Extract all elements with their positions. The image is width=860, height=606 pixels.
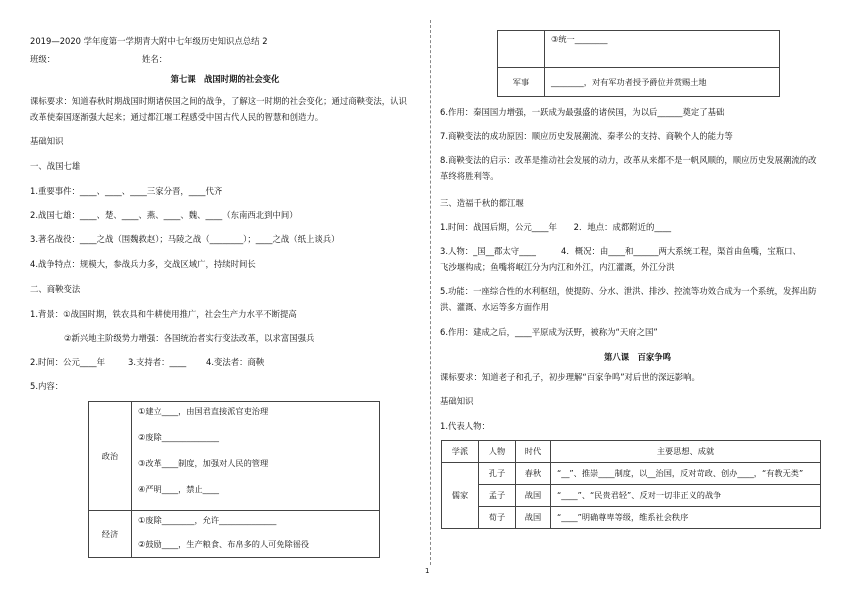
person-cell: 孟子 xyxy=(479,485,516,507)
lesson7-requirement-2: 改革使秦国逐渐强大起来；通过都江堰工程感受中国古代人民的智慧和创造力。 xyxy=(30,112,324,122)
section2-title: 二、商鞅变法 xyxy=(30,284,81,294)
representative-label: 1.代表人物： xyxy=(440,421,490,431)
section2-content-label: 5.内容： xyxy=(30,381,64,391)
economy-item: ②鼓励____，生产粮食、布帛多的人可免除徭役 xyxy=(138,539,310,549)
reform-content-table-continued xyxy=(497,30,780,97)
section3-overview-2: 飞沙堰构成；鱼嘴将岷江分为内江和外江，内江灌溉，外江分洪 xyxy=(440,262,675,272)
military-cell: ________，对有军功者授予爵位并赏赐土地 xyxy=(545,68,780,97)
era-cell: 战国 xyxy=(516,507,551,529)
person-cell: 孔子 xyxy=(479,463,516,485)
section2-reformer: 4.变法者：商鞅 xyxy=(206,357,265,367)
section2-supporter: 3.支持者：____ xyxy=(128,357,187,367)
school-confucian: 儒家 xyxy=(442,463,479,529)
section1-item2: 2.战国七雄：____、楚、____、燕、____、魏、____（东南西北到中间） xyxy=(30,210,298,220)
header-person: 人物 xyxy=(479,441,516,463)
lesson8-basic-heading: 基础知识 xyxy=(440,396,474,406)
column-divider xyxy=(430,20,431,565)
section2-time: 2.时间：公元____年 xyxy=(30,357,105,367)
class-label: 班级： xyxy=(30,54,56,64)
politics-item: ④严明____，禁止____ xyxy=(138,484,220,494)
doc-title: 2019—2020 学年度第一学期青大附中七年级历史知识点总结 2 xyxy=(30,36,268,46)
section1-title: 一、战国七雄 xyxy=(30,161,81,171)
section1-item4: 4.战争特点：规模大，参战兵力多，交战区域广，持续时间长 xyxy=(30,259,256,269)
section3-title: 三、造福千秋的都江堰 xyxy=(440,198,524,208)
section3-effect: 6.作用：建成之后，____平原成为沃野，被称为“天府之国” xyxy=(440,327,658,337)
politics-item: ①建立____，由国君直接派官吏治理 xyxy=(138,406,269,416)
economy-label: 经济 xyxy=(89,511,132,558)
ideas-cell: “____”、“民贵君轻”、反对一切非正义的战争 xyxy=(551,485,821,507)
military-label: 军事 xyxy=(498,68,545,97)
basic-knowledge-heading: 基础知识 xyxy=(30,136,64,146)
section3-function-1: 5.功能：一座综合性的水利枢纽，使提防、分水、泄洪、排沙、控流等功效合成为一个系统，发挥出防 xyxy=(440,286,817,296)
section1-item3: 3.著名战役：____之战（围魏救赵）；马陵之战（________）；____之战（纸上谈兵） xyxy=(30,234,340,244)
name-label: 姓名： xyxy=(142,54,168,64)
header-ideas: 主要思想、成就 xyxy=(551,441,821,463)
lesson8-requirement: 课标要求：知道老子和孔子，初步理解“百家争鸣”对后世的深远影响。 xyxy=(440,372,700,382)
ideas-cell: “__”、推崇____制度，以__治国，反对苛政、创办____，“有教无类” xyxy=(551,463,821,485)
unify-cell: ③统一________ xyxy=(545,31,780,68)
politics-item: ③改革____制度，加强对人民的管理 xyxy=(138,458,269,468)
politics-label: 政治 xyxy=(89,402,132,511)
section1-item1: 1.重要事件：____、____、____三家分晋，____代齐 xyxy=(30,186,223,196)
schools-table xyxy=(441,440,821,529)
header-school: 学派 xyxy=(442,441,479,463)
ideas-cell: “____”明确尊卑等级，维系社会秩序 xyxy=(551,507,821,529)
lesson7-title: 第七课 战国时期的社会变化 xyxy=(170,74,280,84)
section3-person-overview: 3.人物：_国__郡太守____ 4．概况：由____和______两大系统工程，渠首由鱼嘴，宝瓶口、 xyxy=(440,246,801,256)
lesson7-requirement-1: 课标要求：知道春秋时期战国时期诸侯国之间的战争，了解这一时期的社会变化；通过商鞅变法，认识 xyxy=(30,96,407,106)
enlightenment-2: 革终将胜利等。 xyxy=(440,171,499,181)
economy-cell xyxy=(132,511,380,558)
era-cell: 春秋 xyxy=(516,463,551,485)
lesson8-title: 第八课 百家争鸣 xyxy=(604,352,671,362)
enlightenment-1: 8.商鞅变法的启示：改革是推动社会发展的动力，改革从来都不是一帆风顺的，顺应历史发展潮流的改 xyxy=(440,155,817,165)
header-era: 时代 xyxy=(516,441,551,463)
section2-background-2: ②新兴地主阶级势力增强：各国统治者实行变法改革，以求富国强兵 xyxy=(64,333,315,343)
politics-cell xyxy=(132,402,380,511)
reform-content-table xyxy=(88,401,380,558)
effect-paragraph: 6.作用：秦国国力增强，一跃成为最强盛的诸侯国，为以后______奠定了基础 xyxy=(440,107,725,117)
section3-time-place: 1.时间：战国后期，公元____年 2．地点：成都附近的____ xyxy=(440,222,672,232)
success-reason: 7.商鞅变法的成功原因：顺应历史发展潮流、秦孝公的支持、商鞅个人的能力等 xyxy=(440,131,733,141)
page-number: 1 xyxy=(425,567,430,575)
section3-function-2: 洪、灌溉、水运等多方面作用 xyxy=(440,302,549,312)
era-cell: 战国 xyxy=(516,485,551,507)
section2-background: 1.背景：①战国时期，铁农具和牛耕使用推广，社会生产力水平不断提高 xyxy=(30,309,297,319)
table-empty-cell xyxy=(498,31,545,68)
person-cell: 荀子 xyxy=(479,507,516,529)
politics-item: ②废除______________ xyxy=(138,432,220,442)
economy-item: ①废除________，允许______________ xyxy=(138,515,277,525)
